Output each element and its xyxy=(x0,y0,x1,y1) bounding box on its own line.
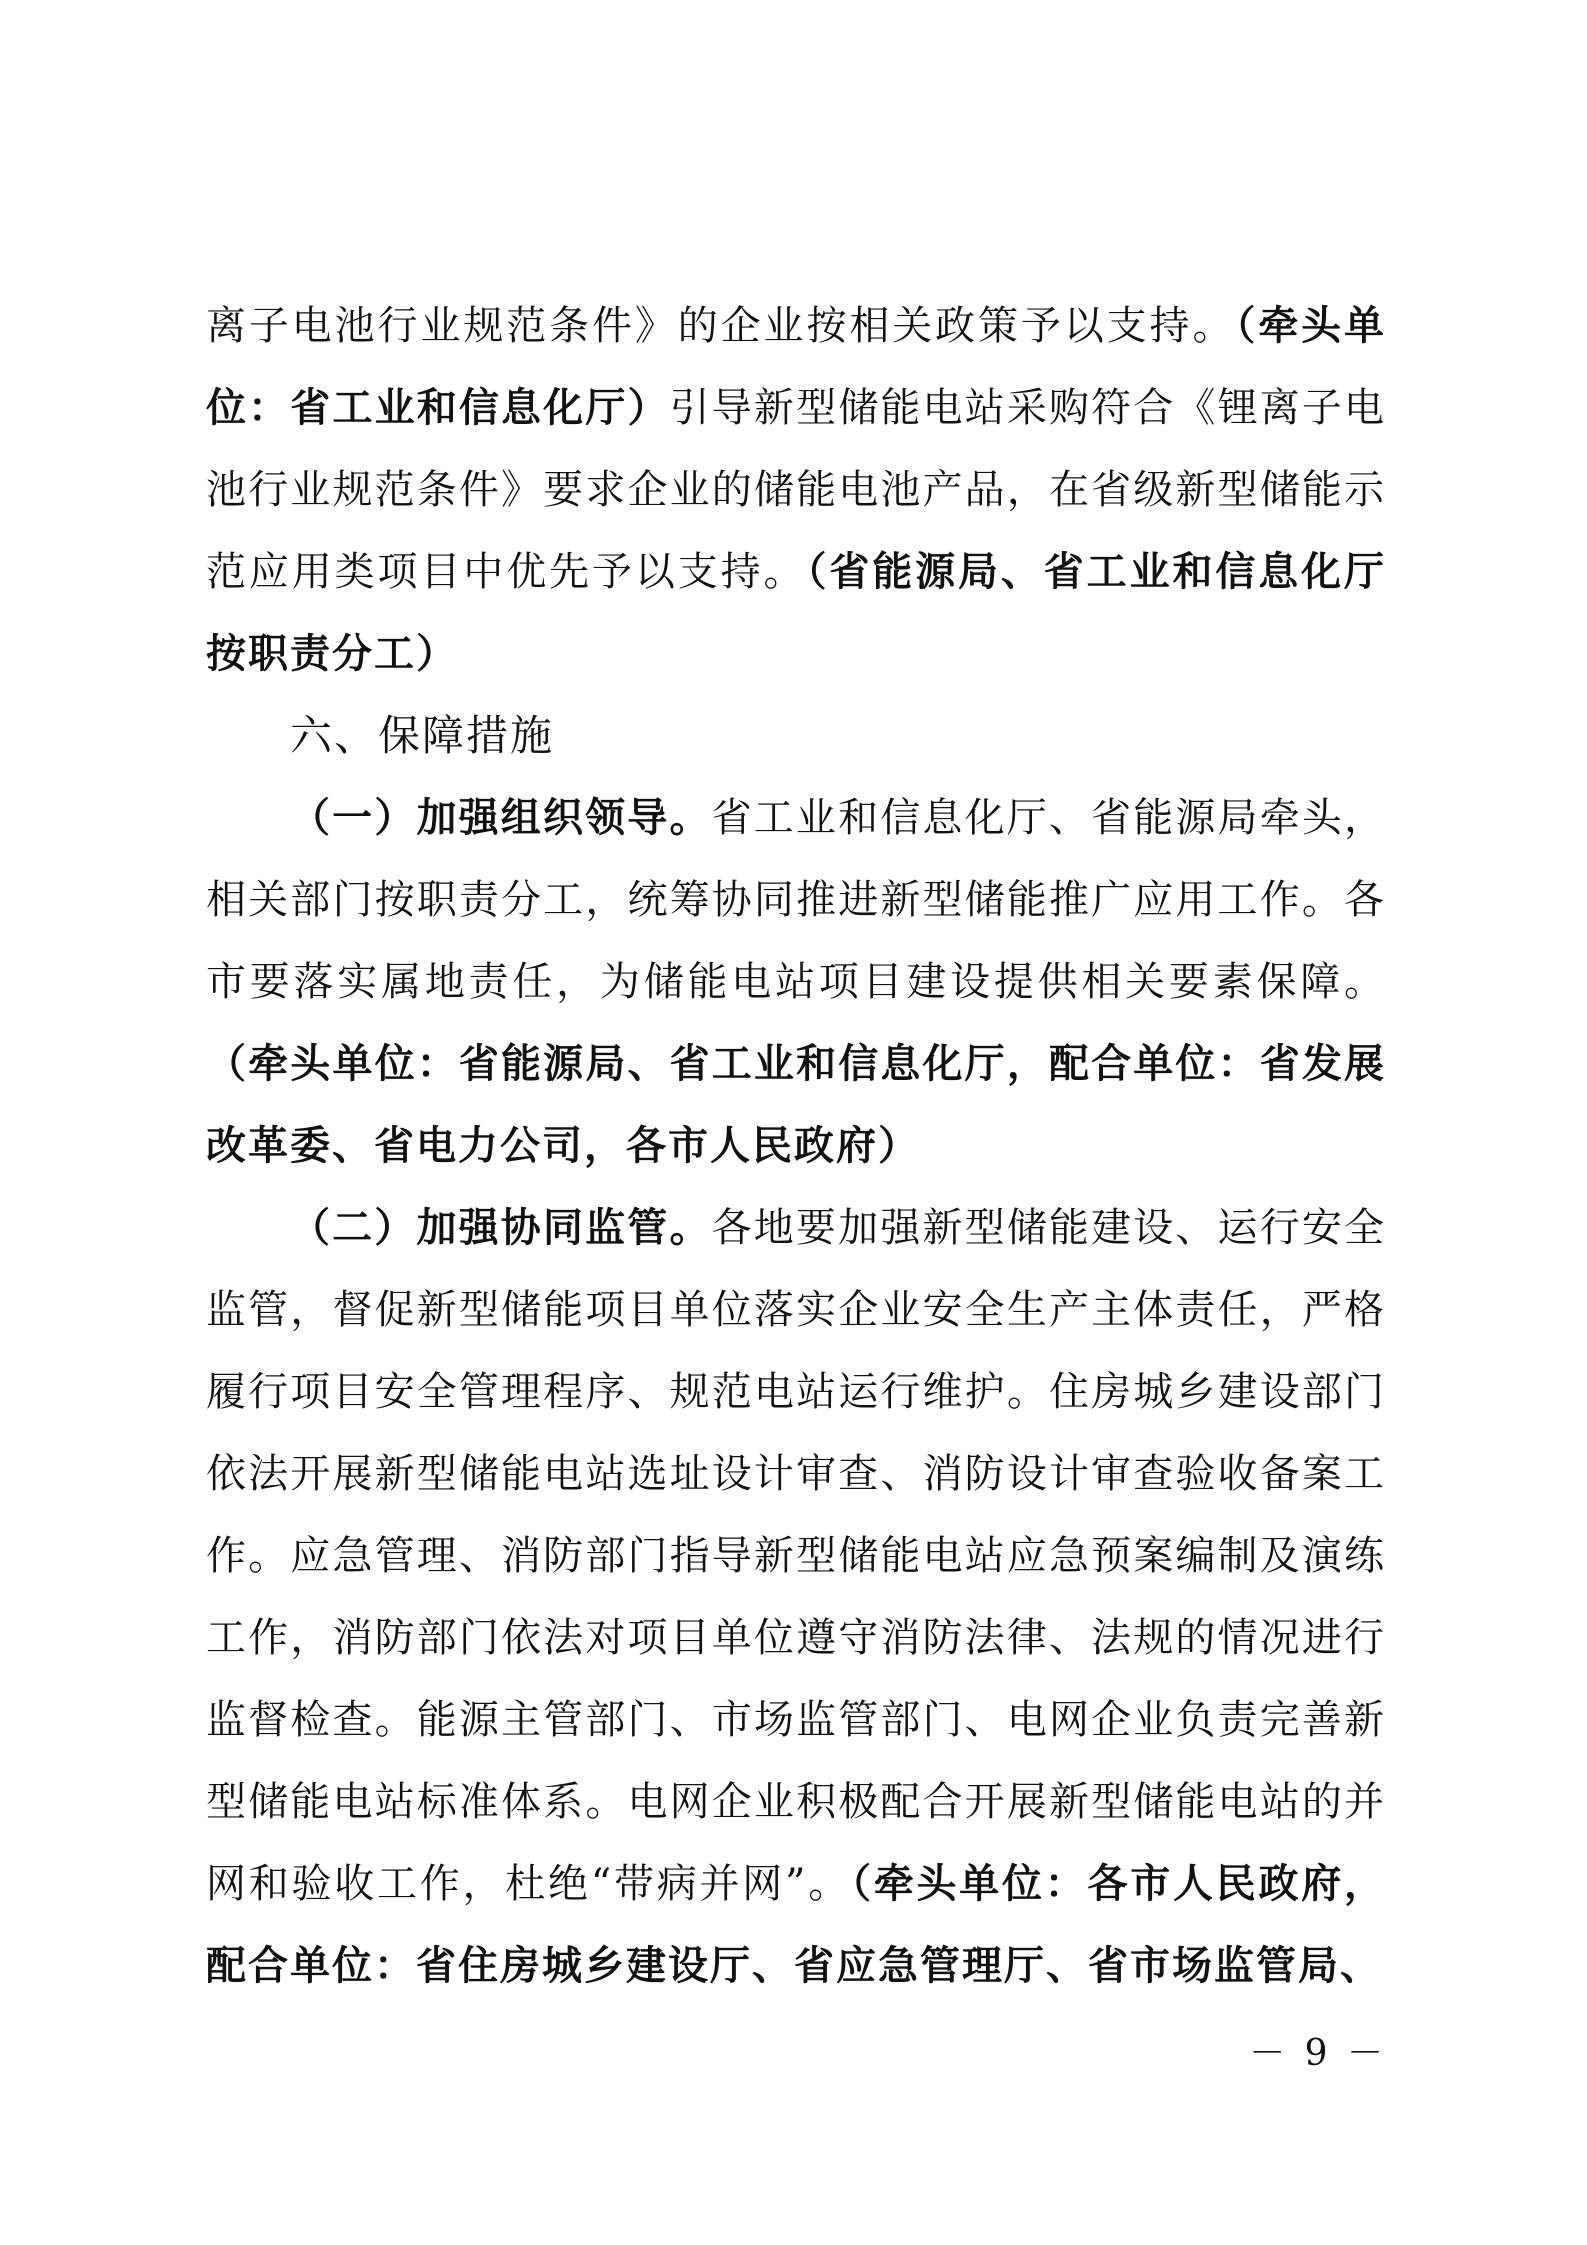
section-heading: 六、保障措施 xyxy=(290,711,555,760)
continued-note-2: （省能源局、省工业和信息化厅按职责分工） xyxy=(206,548,1387,677)
page-number: － 9 － xyxy=(1249,2033,1387,2074)
paragraph-1-body: 省工业和信息化厅、省能源局牵头，相关部门按职责分工，统筹协同推进新型储能推广应用工作。各市要落实属地责任，为储能电站项目建设提供相关要素保障。 xyxy=(206,795,1387,1005)
paragraph-coordinated-supervision xyxy=(206,1187,1386,2007)
continued-text-2: 引导新型储能电站采购符合《锂离子电池行业规范条件》要求企业的储能电池产品，在省级新型储能示范应用类项目中优先予以支持。 xyxy=(206,385,1387,595)
paragraph-1-note: （牵头单位：省能源局、省工业和信息化厅，配合单位：省发展改革委、省电力公司，各市人民政府） xyxy=(206,1040,1386,1169)
paragraph-2-body: 各地要加强新型储能建设、运行安全监管，督促新型储能项目单位落实企业安全生产主体责任，严格履行项目安全管理程序、规范电站运行维护。住房城乡建设部门依法开展新型储能电站选址设计审查、消防设计审查验收备案工作。应急管理、消防部门指导新型储能电站应急预案编制及演练工作，消防部门依法对项目单位遵守消防法律、法规的情况进行监督检查。能源主管部门、市场监管部门、电网企业负责完善新型储能电站标准体系。电网企业积极配合开展新型储能电站的并网和验收工作，杜绝“带病并网”。 xyxy=(206,1205,1387,1907)
continued-paragraph xyxy=(206,285,1386,695)
continued-note-1: （牵头单位：省工业和信息化厅） xyxy=(206,302,1387,431)
document-body xyxy=(206,285,1386,2007)
paragraph-2-lead: （二）加强协同监管。 xyxy=(290,1204,712,1251)
continued-text-1: 离子电池行业规范条件》的企业按相关政策予以支持。 xyxy=(206,303,1236,349)
paragraph-2-note: （牵头单位：各市人民政府，配合单位：省住房城乡建设厅、省应急管理厅、省市场监管局、 xyxy=(206,1860,1386,1989)
paragraph-organization-leadership xyxy=(206,777,1386,1187)
paragraph-1-lead: （一）加强组织领导。 xyxy=(290,794,712,841)
